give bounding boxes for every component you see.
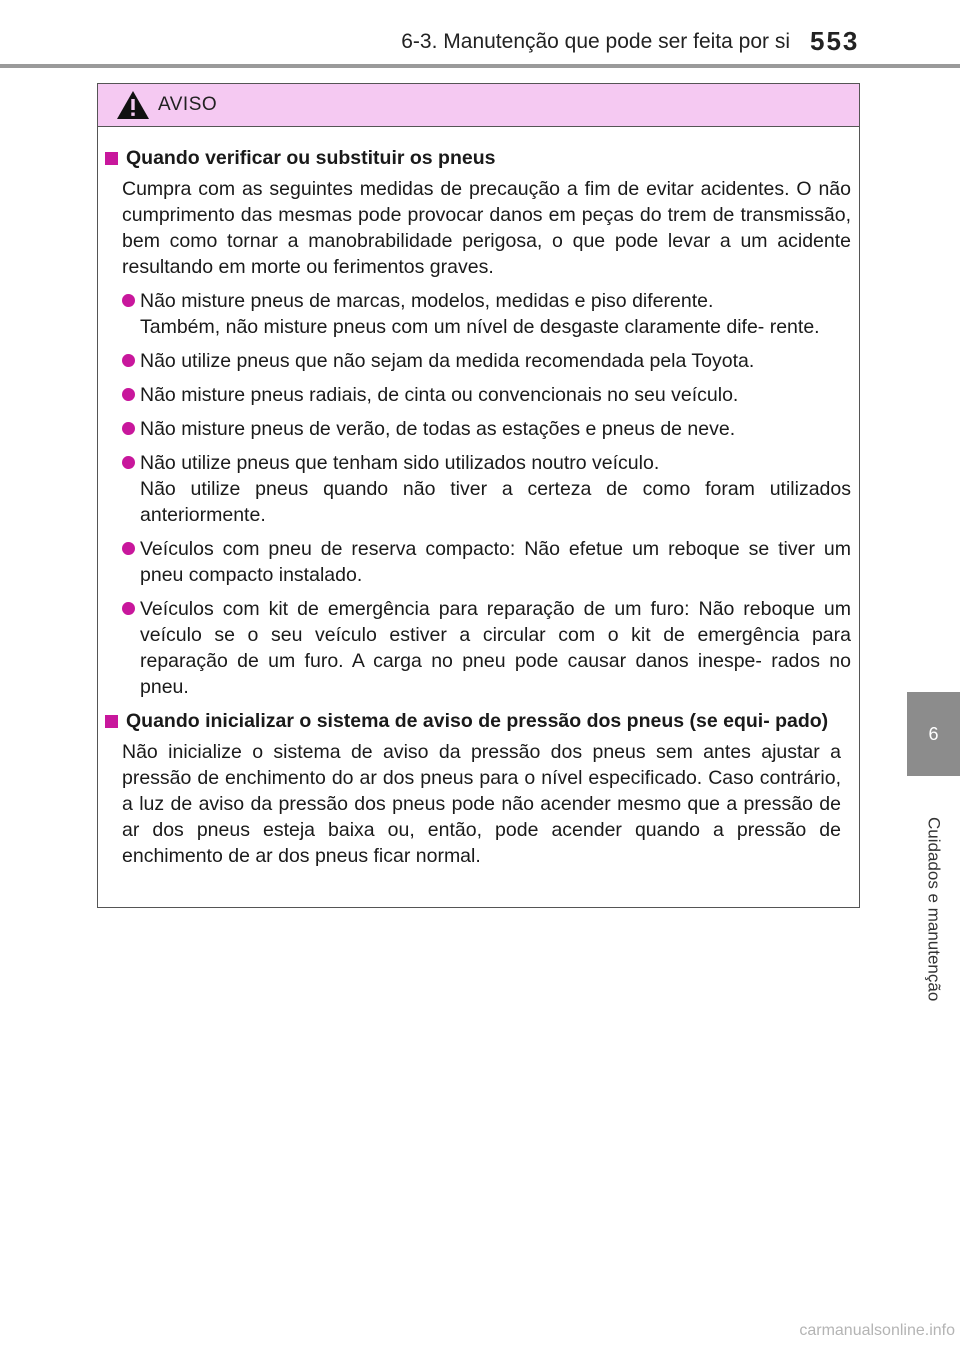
square-bullet-icon [105,715,118,728]
list-item [122,450,851,528]
list-item [122,596,851,700]
section-heading-tires [105,145,851,172]
warning-box [97,83,860,908]
list-item-text: Não misture pneus de verão, de todas as estações e pneus de neve. [140,418,736,440]
list-item-line: Não misture pneus de marcas, modelos, medidas e piso diferente. [140,290,714,312]
list-item-text: Veículos com kit de emergência para reparação de um furo: Não reboque um veículo se o seu veículo estiver a circular com o kit de emergência para reparação de um furo. A carga no pneu pode causar danos inespe- rados no pneu. [140,598,851,698]
list-item-line: Não utilize pneus quando não tiver a certeza de como foram utilizados anteriormente. [140,478,851,526]
section-heading-text: Quando verificar ou substituir os pneus [126,147,496,169]
list-item-line: Também, não misture pneus com um nível de desgaste claramente dife- rente. [140,316,820,338]
warning-title: AVISO [158,94,218,115]
list-item-line: Não utilize pneus que tenham sido utilizados noutro veículo. [140,452,660,474]
list-item [122,348,851,374]
bullet-dot-icon [122,456,135,469]
warning-header [98,84,859,127]
warning-body [98,127,859,869]
list-item-text: Não misture pneus radiais, de cinta ou convencionais no seu veículo. [140,384,739,406]
section-heading-pressure-system [105,708,851,735]
section-title: 6-3. Manutenção que pode ser feita por si [401,30,790,53]
bullet-dot-icon [122,388,135,401]
bullet-dot-icon [122,294,135,307]
list-item-text: Veículos com pneu de reserva compacto: Não efetue um reboque se tiver um pneu compacto instalado. [140,538,851,586]
list-item [122,288,851,340]
header-rule [0,64,960,68]
list-item [122,416,851,442]
chapter-number: 6 [928,723,939,744]
list-item-text: Não utilize pneus que não sejam da medida recomendada pela Toyota. [140,350,755,372]
section-paragraph: Não inicialize o sistema de aviso da pressão dos pneus sem antes ajustar a pressão de enchimento do ar dos pneus para o nível especificado. Caso contrário, a luz de aviso da pressão dos pneus pode não acender mesmo que a pressão de ar dos pneus esteja baixa ou, então, pode acender quando a pressão de enchimento de ar dos pneus ficar normal. [122,741,841,867]
chapter-label-text: Cuidados e manutenção [924,816,944,1002]
list-item-text [140,288,851,340]
bullet-dot-icon [122,422,135,435]
bullet-dot-icon [122,602,135,615]
list-item [122,382,851,408]
square-bullet-icon [105,152,118,165]
section-heading-text: Quando inicializar o sistema de aviso de pressão dos pneus (se equi- pado) [126,710,829,732]
bullet-dot-icon [122,542,135,555]
bullet-dot-icon [122,354,135,367]
warning-triangle-icon [116,90,150,120]
page-number: 553 [810,26,860,56]
list-item-text [140,450,851,528]
chapter-label [907,794,960,1024]
list-item [122,536,851,588]
watermark: carmanualsonline.info [799,1322,955,1339]
chapter-tab[interactable] [907,692,960,776]
section-paragraph: Cumpra com as seguintes medidas de precaução a fim de evitar acidentes. O não cumprimento das mesmas pode provocar danos em peças do trem de transmissão, bem como tornar a manobrabilidade perigosa, o que pode levar a um acidente resultando em morte ou ferimentos graves. [122,178,851,278]
